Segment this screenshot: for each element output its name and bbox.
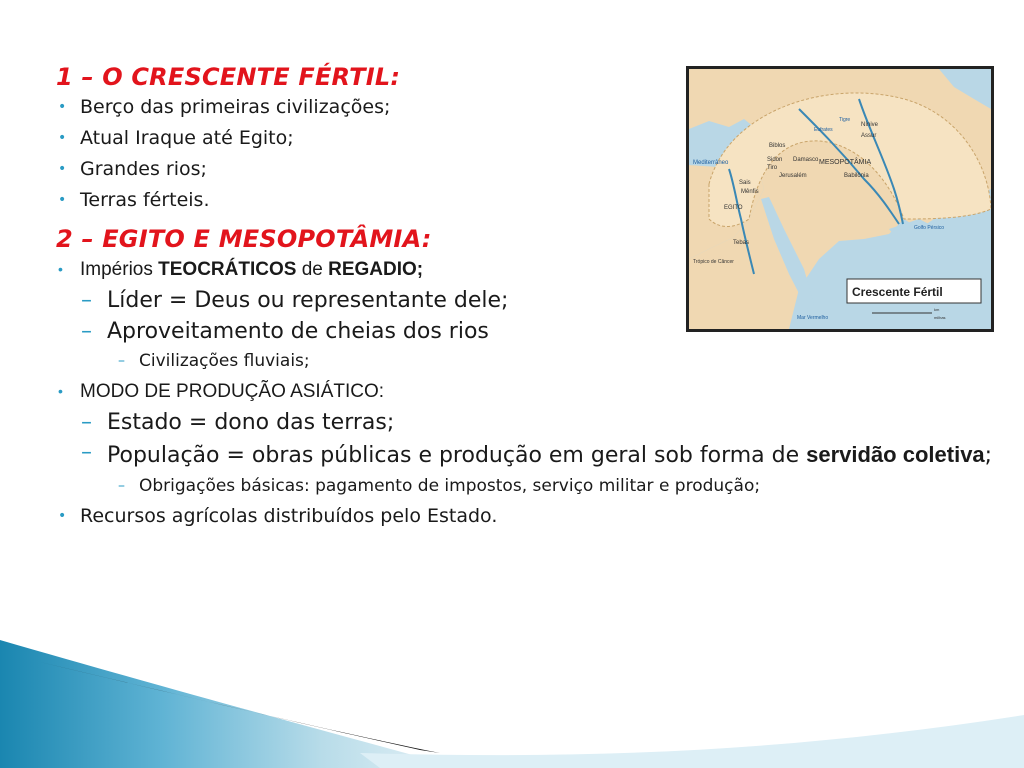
map-scale-km: km	[934, 307, 940, 312]
section-title-crescente: 1 – O CRESCENTE FÉRTIL:	[56, 63, 401, 91]
list-item-modo: • MODO DE PRODUÇÃO ASIÁTICO:	[56, 376, 1016, 407]
bottom-decoration	[0, 640, 1024, 768]
list-item: • Terras férteis.	[56, 185, 1016, 216]
list-item: – Líder = Deus ou representante dele;	[56, 285, 1016, 316]
imperios-teocraticos: TEOCRÁTICOS	[158, 259, 297, 280]
map-legend-title: Crescente Fértil	[852, 285, 943, 299]
label-tiro: Tiro	[767, 165, 778, 171]
imperios-regadio: REGADIO;	[328, 259, 424, 280]
list-item: • Atual Iraque até Egito;	[56, 123, 1016, 154]
list-item-populacao	[56, 438, 1016, 472]
section-title-egito-mesopotamia: 2 – EGITO E MESOPOTÂMIA:	[56, 225, 432, 253]
label-ninive: Nínive	[861, 122, 879, 128]
label-babilonia: Babilônia	[844, 173, 869, 179]
crescente-fertil-map	[686, 66, 994, 332]
imperios-middle: de	[296, 259, 329, 280]
light-wave	[360, 715, 1024, 768]
label-egito: EGITO	[724, 205, 743, 211]
label-tigre: Tigre	[839, 117, 851, 123]
list-item: • Berço das primeiras civilizações;	[56, 92, 1016, 123]
list-item: • Grandes rios;	[56, 154, 1016, 185]
label-sidon: Sidon	[767, 157, 783, 163]
map-svg	[689, 69, 991, 329]
imperios-prefix: Impérios	[80, 259, 159, 280]
label-eufrates: Eufrates	[814, 127, 833, 133]
list-item: – Civilizações fluviais;	[56, 347, 1016, 376]
list-item: – Obrigações básicas: pagamento de impostos, serviço militar e produção;	[56, 472, 1016, 501]
list-item: • Recursos agrícolas distribuídos pelo Estado.	[56, 501, 1016, 532]
label-mesopotamia: MESOPOTÂMIA	[819, 159, 872, 166]
label-sais: Sais	[739, 180, 751, 186]
label-assur: Assur	[861, 133, 877, 139]
label-mediterraneo: Mediterrâneo	[693, 160, 729, 166]
populacao-end: ;	[984, 443, 993, 468]
populacao-bold: servidão coletiva	[806, 442, 985, 467]
list-item: – Estado = dono das terras;	[56, 407, 1016, 438]
label-jerusalem: Jerusalém	[779, 173, 807, 179]
label-tebas: Tebas	[733, 240, 750, 246]
label-biblos: Biblos	[769, 143, 786, 149]
label-tropico: Trópico de Câncer	[693, 259, 734, 265]
map-scale-mi: milhas	[934, 315, 946, 320]
list-item: – Aproveitamento de cheias dos rios	[56, 316, 1016, 347]
populacao-text: População = obras públicas e produção em geral sob forma de	[107, 443, 807, 468]
blue-wave	[0, 640, 460, 768]
label-damasco: Damasco	[793, 157, 819, 163]
label-golfo-persico: Golfo Pérsico	[914, 225, 945, 231]
label-menfis: Mênfis	[741, 189, 759, 195]
label-mar-vermelho: Mar Vermelho	[797, 315, 829, 321]
